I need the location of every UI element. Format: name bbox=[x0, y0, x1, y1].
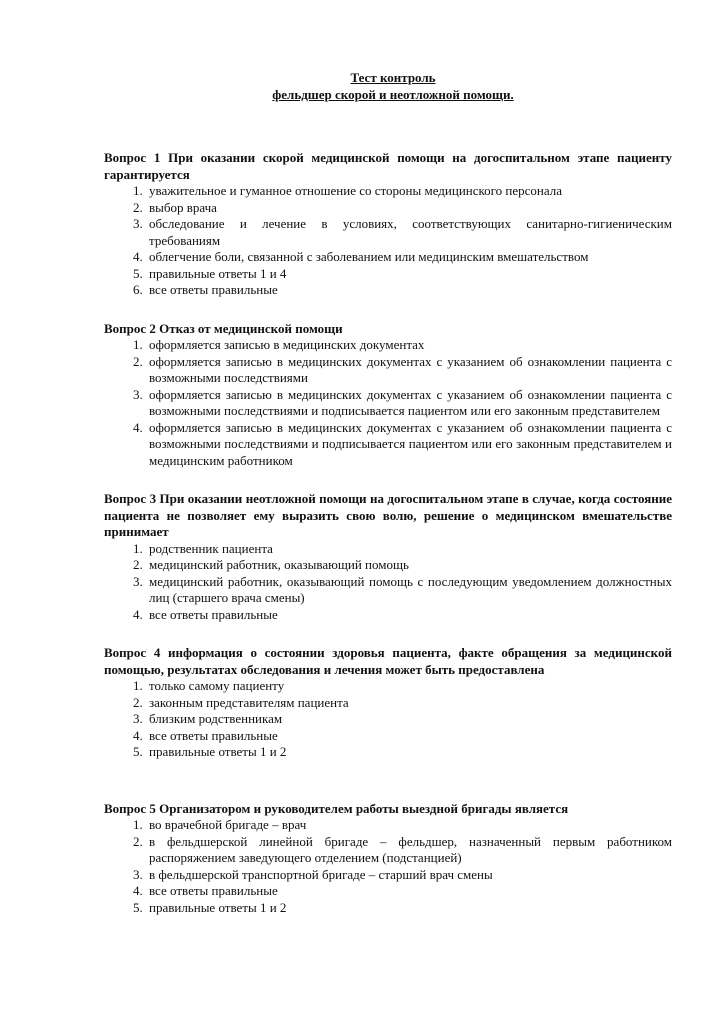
answer-list-2 bbox=[104, 337, 672, 469]
answer: 1. родственник пациента bbox=[146, 541, 672, 558]
question-5-text: Вопрос 5 Организатором и руководителем работы выездной бригады является bbox=[104, 800, 569, 816]
answer-list-4 bbox=[104, 678, 672, 761]
answer: 5. правильные ответы 1 и 2 bbox=[146, 744, 672, 761]
answer: 1. уважительное и гуманное отношение со стороны медицинского персонала bbox=[146, 183, 672, 200]
answer-list-3 bbox=[104, 541, 672, 624]
answer: 1. во врачебной бригаде – врач bbox=[146, 817, 672, 834]
question-3 bbox=[104, 491, 672, 623]
answer: 2. выбор врача bbox=[146, 200, 672, 217]
question-5 bbox=[104, 801, 672, 917]
answer: 4. облегчение боли, связанной с заболеванием или медицинским вмешательством bbox=[146, 249, 672, 266]
answer: 4. все ответы правильные bbox=[146, 728, 672, 745]
question-3-text: Вопрос 3 При оказании неотложной помощи на догоспитальном этапе в случае, когда состояние пациента не позволяет ему выразить свою волю, решение о медицинском вмешательстве принимает bbox=[104, 491, 672, 539]
title-line-1: Тест контроль bbox=[350, 70, 436, 85]
question-4-text: Вопрос 4 информация о состоянии здоровья пациента, факте обращения за медицинской помощью, результатах обследования и лечения может быть предоставлена bbox=[104, 645, 672, 677]
answer: 2. медицинский работник, оказывающий помощь bbox=[146, 557, 672, 574]
answer: 3. медицинский работник, оказывающий помощь с последующим уведомлением должностных лиц (старшего врача смены) bbox=[146, 574, 672, 607]
answer: 3. обследование и лечение в условиях, соответствующих санитарно-гигиеническим требованиям bbox=[146, 216, 672, 249]
title-line-2: фельдшер скорой и неотложной помощи. bbox=[272, 86, 514, 102]
question-2 bbox=[104, 321, 672, 470]
question-1-text: Вопрос 1 При оказании скорой медицинской помощи на догоспитальном этапе пациенту гарантируется bbox=[104, 150, 672, 182]
answer: 3. близким родственникам bbox=[146, 711, 672, 728]
answer: 2. оформляется записью в медицинских документах с указанием об ознакомлении пациента с возможными последствиями bbox=[146, 354, 672, 387]
answer: 3. оформляется записью в медицинских документах с указанием об ознакомлении пациента с возможными последствиями и подписывается пациентом или его законным представителем bbox=[146, 387, 672, 420]
question-2-text: Вопрос 2 Отказ от медицинской помощи bbox=[104, 320, 343, 336]
answer: 4. оформляется записью в медицинских документах с указанием об ознакомлении пациента с возможными последствиями и подписывается пациентом или его законным представителем и медицинским работником bbox=[146, 420, 672, 470]
answer: 5. правильные ответы 1 и 4 bbox=[146, 266, 672, 283]
answer: 3. в фельдшерской транспортной бригаде – старший врач смены bbox=[146, 867, 672, 884]
answer: 6. все ответы правильные bbox=[146, 282, 672, 299]
answer: 1. оформляется записью в медицинских документах bbox=[146, 337, 672, 354]
answer-list-1 bbox=[104, 183, 672, 299]
answer: 1. только самому пациенту bbox=[146, 678, 672, 695]
answer: 4. все ответы правильные bbox=[146, 883, 672, 900]
answer: 2. в фельдшерской линейной бригаде – фельдшер, назначенный первым работником распоряжением заведующего отделением (подстанцией) bbox=[146, 834, 672, 867]
spacer bbox=[104, 103, 672, 150]
question-4 bbox=[104, 645, 672, 761]
answer: 4. все ответы правильные bbox=[146, 607, 672, 624]
answer-list-5 bbox=[104, 817, 672, 916]
answer: 5. правильные ответы 1 и 2 bbox=[146, 900, 672, 917]
answer: 2. законным представителям пациента bbox=[146, 695, 672, 712]
question-1 bbox=[104, 150, 672, 299]
